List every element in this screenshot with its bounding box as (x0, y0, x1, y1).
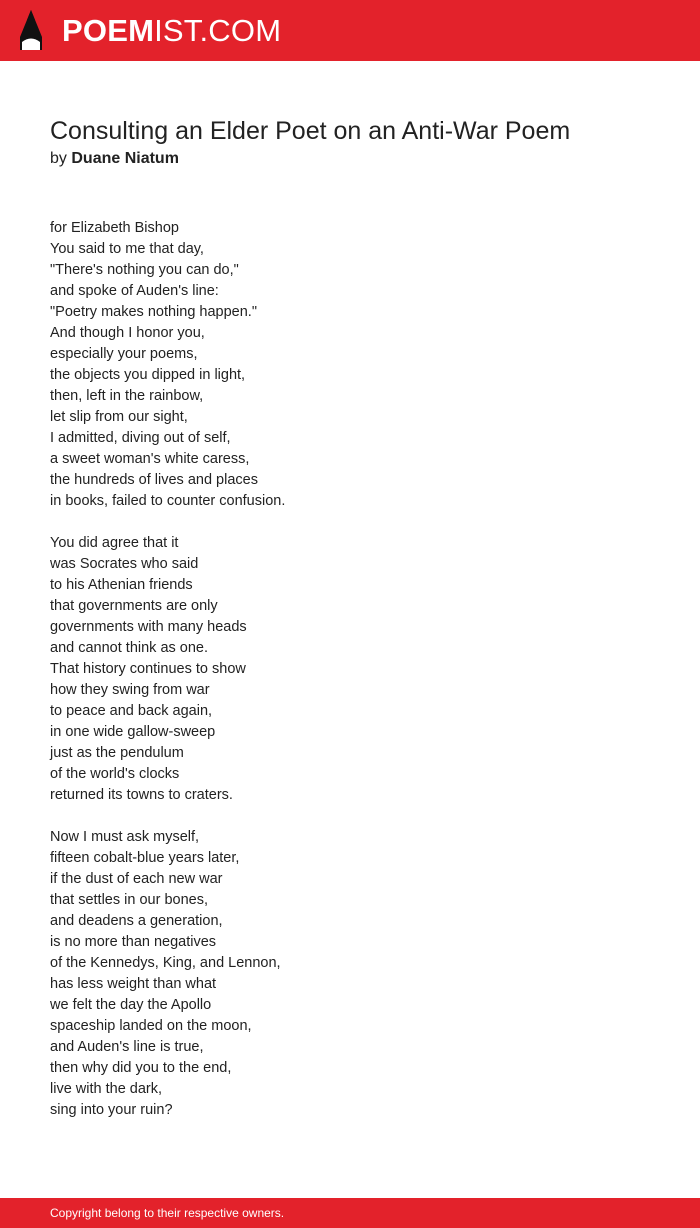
poem-line: "Poetry makes nothing happen." (50, 304, 257, 320)
poem-line: of the world's clocks (50, 766, 180, 782)
logo-text-rest: IST.COM (154, 13, 282, 48)
poem-line: live with the dark, (50, 1081, 163, 1097)
poem-line: is no more than negatives (50, 934, 217, 950)
poem-author: Duane Niatum (71, 150, 179, 167)
poem-line: sing into your ruin? (50, 1102, 173, 1118)
poem-byline (50, 148, 179, 170)
poem-line: that settles in our bones, (50, 892, 208, 908)
poem-line: to his Athenian friends (50, 577, 193, 593)
poem-line: just as the pendulum (50, 745, 184, 761)
poem-line: then, left in the rainbow, (50, 388, 204, 404)
poem-line: has less weight than what (50, 976, 217, 992)
poem-line: and spoke of Auden's line: (50, 283, 219, 299)
pencil-tip-icon[interactable] (18, 9, 44, 51)
poem-stanza (50, 218, 670, 512)
poem-line: the objects you dipped in light, (50, 367, 246, 383)
poem-line: the hundreds of lives and places (50, 472, 258, 488)
poem-line: then why did you to the end, (50, 1060, 232, 1076)
poem-line: we felt the day the Apollo (50, 997, 212, 1013)
poem-line: that governments are only (50, 598, 218, 614)
poem-title: Consulting an Elder Poet on an Anti-War Poem (50, 117, 571, 145)
site-header (0, 0, 700, 61)
poem-line: especially your poems, (50, 346, 198, 362)
poem-body (50, 218, 670, 1142)
poem-line: You said to me that day, (50, 241, 204, 257)
poem-line: let slip from our sight, (50, 409, 188, 425)
poem-line: and cannot think as one. (50, 640, 209, 656)
poem-line: to peace and back again, (50, 703, 213, 719)
poem-line: fifteen cobalt-blue years later, (50, 850, 240, 866)
poem-line: of the Kennedys, King, and Lennon, (50, 955, 281, 971)
footer-copyright: Copyright belong to their respective owners. (50, 1206, 285, 1220)
poem-line: governments with many heads (50, 619, 247, 635)
poem-line: and deadens a generation, (50, 913, 223, 929)
site-logo[interactable] (62, 12, 281, 50)
poem-line: That history continues to show (50, 661, 246, 677)
poem-stanza (50, 827, 670, 1121)
poem-line: "There's nothing you can do," (50, 262, 239, 278)
poem-line: a sweet woman's white caress, (50, 451, 250, 467)
poem-line: in one wide gallow-sweep (50, 724, 216, 740)
poem-line: I admitted, diving out of self, (50, 430, 231, 446)
poem-line: was Socrates who said (50, 556, 199, 572)
poem-line: And though I honor you, (50, 325, 205, 341)
poem-line: how they swing from war (50, 682, 210, 698)
site-footer (0, 1198, 700, 1228)
poem-line: You did agree that it (50, 535, 179, 551)
logo-text-bold: POEM (62, 13, 155, 48)
poem-line: and Auden's line is true, (50, 1039, 204, 1055)
by-label: by (50, 150, 67, 167)
poem-line: Now I must ask myself, (50, 829, 200, 845)
poem-line: returned its towns to craters. (50, 787, 233, 803)
poem-line: if the dust of each new war (50, 871, 223, 887)
poem-stanza (50, 533, 670, 806)
poem-line: in books, failed to counter confusion. (50, 493, 286, 509)
poem-line: for Elizabeth Bishop (50, 220, 179, 236)
poem-line: spaceship landed on the moon, (50, 1018, 252, 1034)
